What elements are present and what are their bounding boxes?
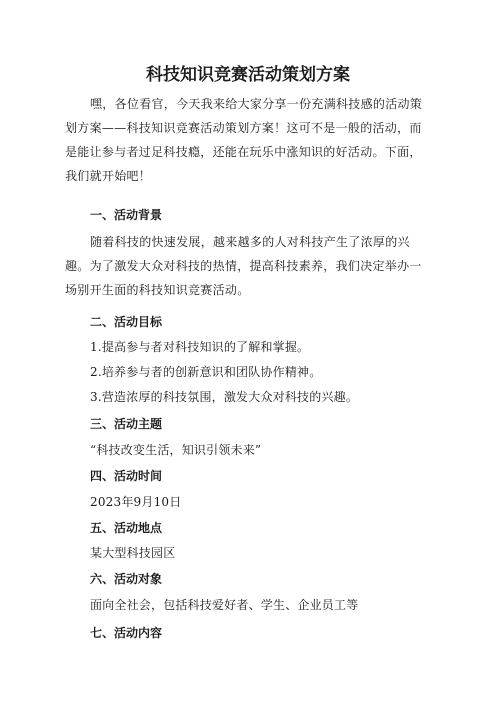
time-text: 2023年9月10日 [90,495,182,509]
section-heading-goals: 二、活动目标 [90,315,163,329]
goal-item: 1.提高参与者对科技知识的了解和掌握。 [90,340,310,354]
section-heading-background: 一、活动背景 [90,208,163,222]
intro-paragraph: 嘿，各位看官，今天我来给大家分享一份充满科技感的活动策划方案——科技知识竞赛活动策划方案！这可不是一般的活动，而是能让参与者过足科技瘾，还能在玩乐中涨知识的好活动。下面，我们就开始吧！ [65,97,423,183]
theme-text: “科技改变生活，知识引领未来” [90,443,262,457]
goal-item: 2.培养参与者的创新意识和团队协作精神。 [90,365,322,379]
background-paragraph: 随着科技的快速发展，越来越多的人对科技产生了浓厚的兴趣。为了激发大众对科技的热情，提高科技素养，我们决定举办一场别开生面的科技知识竞赛活动。 [65,235,422,297]
section-heading-audience: 六、活动对象 [90,572,163,586]
location-text: 某大型科技园区 [90,546,176,560]
section-heading-theme: 三、活动主题 [90,417,163,431]
goal-item: 3.营造浓厚的科技氛围，激发大众对科技的兴趣。 [90,390,359,404]
audience-text: 面向全社会，包括科技爱好者、学生、企业员工等 [90,598,359,612]
section-heading-location: 五、活动地点 [90,521,163,535]
section-heading-time: 四、活动时间 [90,469,163,483]
document-title: 科技知识竞赛活动策划方案 [146,65,350,85]
section-heading-content: 七、活动内容 [90,626,163,640]
